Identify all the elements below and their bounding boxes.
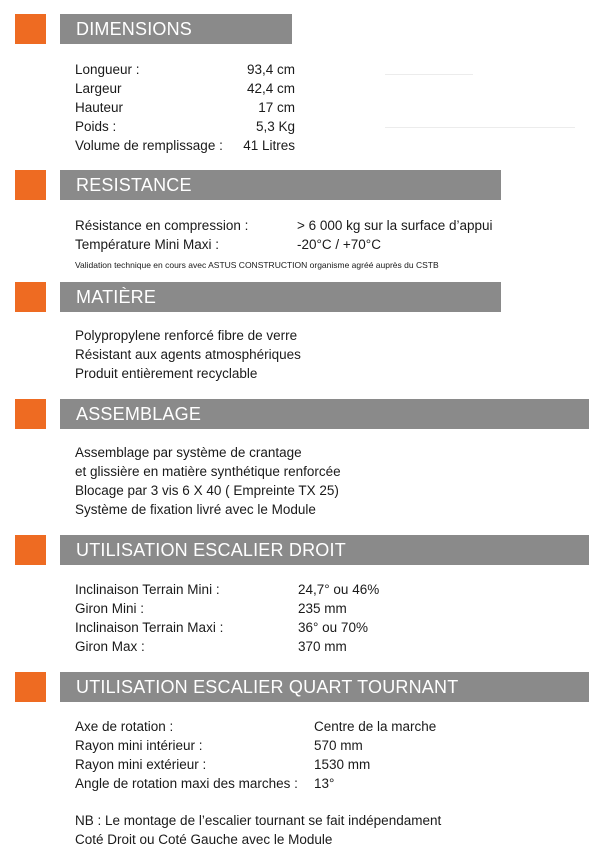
spec-value: 1530 mm	[314, 757, 371, 772]
section-title: MATIÈRE	[60, 282, 501, 312]
spec-label: Volume de remplissage :	[75, 138, 223, 153]
spec-label: Hauteur	[75, 100, 124, 115]
spec-value: > 6 000 kg sur la surface d’appui	[297, 218, 493, 233]
installation-note-line: NB : Le montage de l’escalier tournant se fait indépendament	[75, 813, 442, 828]
section-header-matiere	[15, 282, 501, 312]
orange-marker	[15, 672, 46, 702]
spec-label: Largeur	[75, 81, 122, 96]
spec-label: Inclinaison Terrain Mini :	[75, 582, 220, 597]
section-header-quart-tournant	[15, 672, 589, 702]
validation-note: Validation technique en cours avec ASTUS CONSTRUCTION organisme agréé auprès du CSTB	[75, 260, 439, 270]
faint-line	[385, 127, 575, 128]
text-line: Blocage par 3 vis 6 X 40 ( Empreinte TX 25)	[75, 483, 339, 498]
section-header-dimensions	[15, 14, 292, 44]
section-title: UTILISATION ESCALIER DROIT	[60, 535, 589, 565]
spec-label: Axe de rotation :	[75, 719, 174, 734]
spec-label: Longueur :	[75, 62, 140, 77]
spec-value: 235 mm	[298, 601, 347, 616]
spec-value: 5,3 Kg	[255, 119, 295, 134]
section-header-assemblage	[15, 399, 589, 429]
spec-label: Température Mini Maxi :	[75, 237, 220, 252]
spec-value: 41 Litres	[243, 138, 295, 153]
text-line: Assemblage par système de crantage	[75, 445, 302, 460]
section-header-escalier-droit	[15, 535, 589, 565]
spec-label: Poids :	[75, 119, 117, 134]
spec-label: Résistance en compression :	[75, 218, 249, 233]
spec-label: Angle de rotation maxi des marches :	[75, 776, 298, 791]
spec-label: Rayon mini extérieur :	[75, 757, 207, 772]
text-line: et glissière en matière synthétique renforcée	[75, 464, 341, 479]
spec-value: 42,4 cm	[246, 81, 295, 96]
text-line: Produit entièrement recyclable	[75, 366, 258, 381]
spec-value: 570 mm	[314, 738, 363, 753]
orange-marker	[15, 14, 46, 44]
faint-line	[385, 74, 473, 75]
spec-value: 24,7° ou 46%	[298, 582, 380, 597]
orange-marker	[15, 282, 46, 312]
spec-label: Rayon mini intérieur :	[75, 738, 203, 753]
section-title: ASSEMBLAGE	[60, 399, 589, 429]
section-header-resistance	[15, 170, 501, 200]
spec-value: Centre de la marche	[314, 719, 437, 734]
text-line: Résistant aux agents atmosphériques	[75, 347, 301, 362]
section-title: RESISTANCE	[60, 170, 501, 200]
spec-value: 13°	[314, 776, 335, 791]
text-line: Polypropylene renforcé fibre de verre	[75, 328, 298, 343]
section-title: UTILISATION ESCALIER QUART TOURNANT	[60, 672, 589, 702]
section-title: DIMENSIONS	[60, 14, 292, 44]
orange-marker	[15, 399, 46, 429]
spec-value: 93,4 cm	[246, 62, 295, 77]
spec-value: 36° ou 70%	[298, 620, 368, 635]
spec-value: -20°C / +70°C	[297, 237, 381, 252]
orange-marker	[15, 170, 46, 200]
spec-label: Giron Mini :	[75, 601, 145, 616]
spec-value: 17 cm	[258, 100, 295, 115]
spec-label: Giron Max :	[75, 639, 145, 654]
installation-note-line: Coté Droit ou Coté Gauche avec le Module	[75, 832, 333, 847]
text-line: Système de fixation livré avec le Module	[75, 502, 316, 517]
orange-marker	[15, 535, 46, 565]
spec-label: Inclinaison Terrain Maxi :	[75, 620, 224, 635]
spec-value: 370 mm	[298, 639, 347, 654]
